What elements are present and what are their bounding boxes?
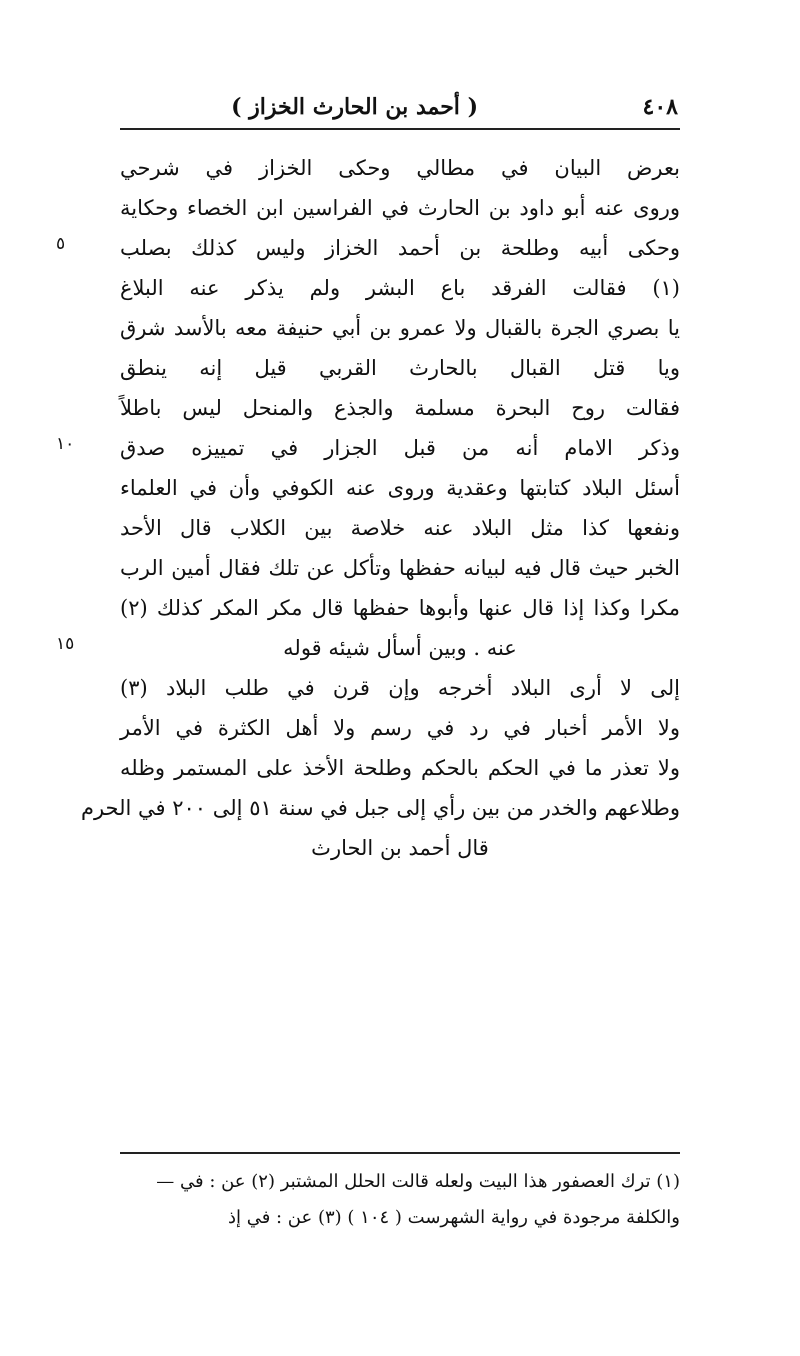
footnote-marker: (١) [652, 276, 680, 300]
text-line [120, 588, 680, 628]
line-number-10: ١٠ [56, 434, 75, 454]
line-number-15: ١٥ [56, 634, 75, 654]
text-line: بعرض البيان في مطالي وحكى الخزاز في شرحي [120, 156, 680, 180]
page-number: ٤٠٨ [642, 94, 678, 120]
text-line: ونفعها كذا مثل البلاد عنه خلاصة بين الكلاب قال الأحد [120, 516, 680, 540]
text-line: يا بصري الجرة بالقبال ولا عمرو بن أبي حنيفة معه بالأسد شرق [120, 316, 680, 340]
text-line: وطلاعهم والخدر من بين رأي إلى جبل في سنة ٥١ إلى ٢٠٠ في الحرم [80, 796, 680, 820]
footnote-divider [120, 1152, 680, 1154]
text-line-content: مكرا وكذا إذا قال عنها وأبوها حفظها قال مكر المكر كذلك [156, 596, 680, 620]
line-number-5: ٥ [56, 234, 66, 254]
footnotes [120, 1164, 680, 1236]
text-line: وروى عنه أبو داود بن الحارث في الفراسين ابن الخصاء وحكاية [120, 196, 680, 220]
text-line: قال أحمد بن الحارث [311, 836, 489, 860]
footnote-marker: (٢) [120, 596, 148, 620]
footnote-marker: (٣) [120, 676, 148, 700]
page-header [118, 88, 678, 128]
text-line: فقالت روح البحرة مسلمة والجذع والمنحل ليس باطلاً [120, 396, 680, 420]
text-line: ولا الأمر أخبار في رد في رسم ولا أهل الكثرة في الأمر [120, 716, 680, 740]
footnote: (١) ترك العصفور هذا البيت ولعله قالت الحلل المشتبر (٢) عن : في — [156, 1171, 680, 1192]
text-line: وذكر الامام أنه من قبل الجزار في تمييزه صدق [120, 436, 680, 460]
header-divider [120, 128, 680, 130]
main-text [80, 148, 680, 868]
text-line: أسئل البلاد كتابتها وعقدية وروى عنه الكوفي وأن في العلماء [120, 476, 680, 500]
text-line-content: إلى لا أرى البلاد أخرجه وإن قرن في طلب البلاد [165, 676, 680, 700]
running-title: ( أحمد بن الحارث الخزاز ) [231, 94, 478, 120]
text-line [120, 668, 680, 708]
text-line-content: فقالت الفرقد باع البشر ولم يذكر عنه البلاغ [120, 276, 627, 300]
text-line: الخبر حيث قال فيه لبيانه حفظها وتأكل عن تلك فقال أمين الرب [120, 556, 680, 580]
text-line [120, 268, 680, 308]
text-line: ولا تعذر ما في الحكم بالحكم وطلحة الأخذ على المستمر وظله [120, 756, 680, 780]
footnote: والكلفة مرجودة في رواية الشهرست ( ١٠٤ ) (٣) عن : في إذ [227, 1207, 680, 1228]
text-line: وحكى أبيه وطلحة بن أحمد الخزاز وليس كذلك بصلب [120, 236, 680, 260]
text-line: ويا قتل القبال بالحارث القربي قيل إنه ينطق [120, 356, 680, 380]
text-line: عنه . وبين أسأل شيئه قوله [283, 636, 517, 660]
